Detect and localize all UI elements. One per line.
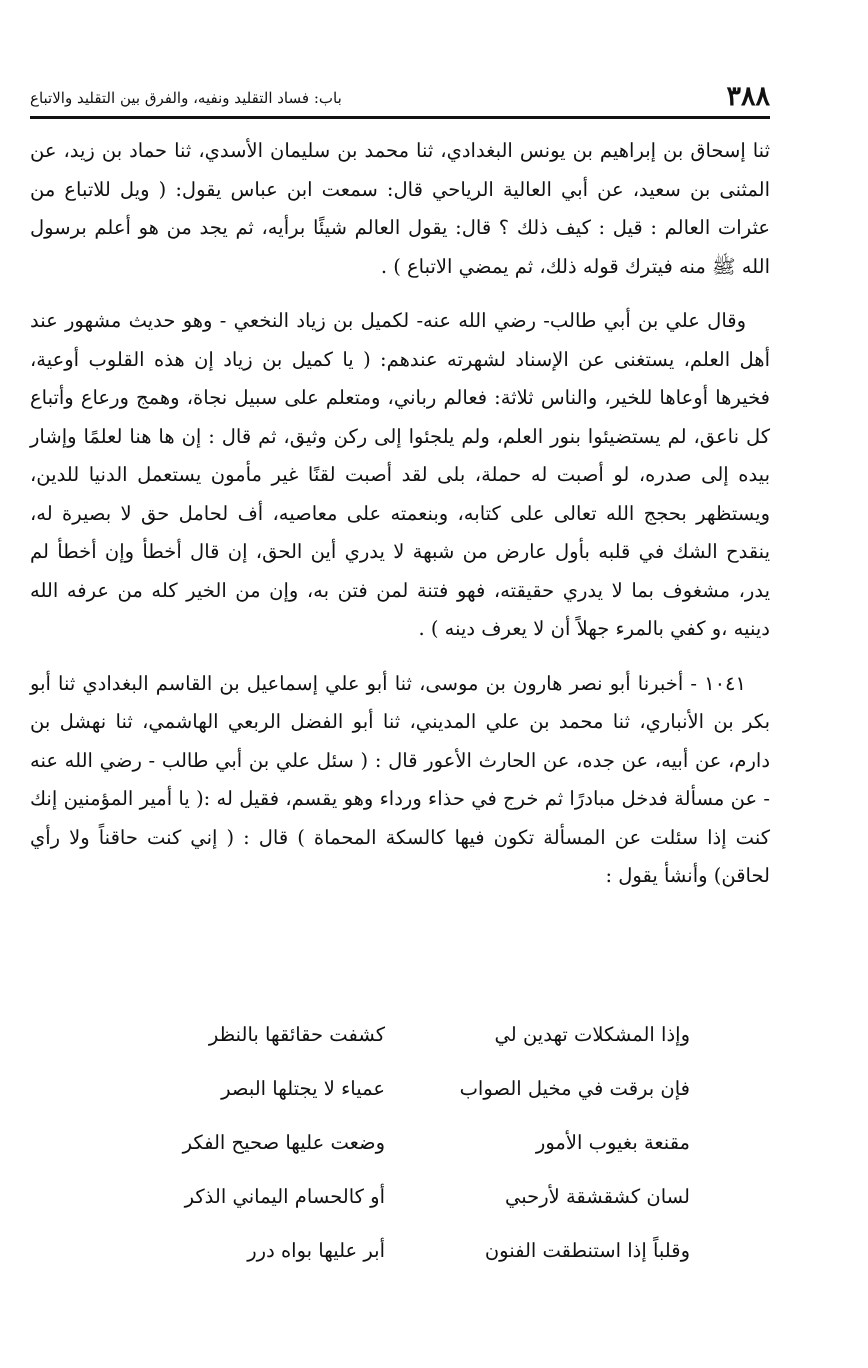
poem-verse — [30, 1170, 770, 1224]
paragraph-2: وقال علي بن أبي طالب- رضي الله عنه- لكميل بن زياد النخعي - وهو حديث مشهور عند أهل العلم، يستغنى عن الإسناد لشهرته عندهم: ( يا كميل بن زياد إن هذه القلوب أوعية، فخيرها أوعاها للخير، والناس ثلاثة: فعالم رباني، ومتعلم على سبيل نجاة، وهمج ورعاع وأتباع كل ناعق، لم يستضيئوا بنور العلم، ولم يلجئوا إلى ركن وثيق، ثم قال : إن ها هنا لعلمًا وإشار بيده إلى صدره، لو أصبت له حملة، بلى لقد أصبت لقنًا غير مأمون يستعمل الدنيا للدين، ويستظهر بحجج الله تعالى على كتابه، وبنعمته على معاصيه، أف لحامل حق لا بصيرة له، ينقدح الشك في قلبه بأول عارض من شبهة لا يدري أين الحق، إن قال أخطأ وإن أخطأ لم يدر، مشغوف بما لا يدري حقيقته، فهو فتنة لمن فتن به، وإن من الخير كله من عرفه الله دينيه ،و كفي بالمرء جهلاً أن لا يعرف دينه ) . — [30, 309, 770, 640]
verse-first-hemistich: مقنعة بغيوب الأمور — [535, 1131, 690, 1154]
poem — [30, 1008, 770, 1278]
verse-second-hemistich: أبر عليها بواه درر — [247, 1239, 385, 1262]
page-number: ٣٨٨ — [726, 81, 770, 112]
verse-second-hemistich: وضعت عليها صحيح الفكر — [182, 1131, 385, 1154]
poem-verse — [30, 1224, 770, 1278]
verse-second-hemistich: أو كالحسام اليماني الذكر — [184, 1185, 385, 1208]
page-header — [30, 78, 770, 118]
paragraph-3: ١٠٤١ - أخبرنا أبو نصر هارون بن موسى، ثنا أبو علي إسماعيل بن القاسم البغدادي ثنا أبو بكر بن الأنباري، ثنا محمد بن علي المديني، ثنا أبو الفضل الربعي الهاشمي، ثنا نهشل بن دارم، عن أبيه، عن جده، عن الحارث الأعور قال : ( سئل علي بن أبي طالب - رضي الله عنه - عن مسألة فدخل مبادرًا ثم خرج في حذاء ورداء وهو يقسم، فقيل له :( يا أمير المؤمنين إنك كنت إذا سئلت عن المسألة تكون فيها كالسكة المحماة ) قال : ( إني كنت حاقناً ولا رأي لحاقن) وأنشأ يقول : — [30, 671, 770, 887]
verse-second-hemistich: كشفت حقائقها بالنظر — [208, 1023, 385, 1046]
verse-first-hemistich: فإن برقت في مخيل الصواب — [459, 1077, 690, 1100]
verse-first-hemistich: وقلباً إذا استنطقت الفنون — [484, 1239, 690, 1262]
header-rule — [30, 116, 770, 119]
poem-verse — [30, 1062, 770, 1116]
body-text — [30, 132, 770, 896]
verse-second-hemistich: عمياء لا يجتلها البصر — [221, 1077, 385, 1100]
running-title: باب: فساد التقليد ونفيه، والفرق بين التقليد والاتباع — [30, 89, 342, 107]
paragraph-1: ثنا إسحاق بن إبراهيم بن يونس البغدادي، ثنا محمد بن سليمان الأسدي، ثنا حماد بن زيد، عن المثنى بن سعيد، عن أبي العالية الرياحي قال: سمعت ابن عباس يقول: ( ويل للاتباع من عثرات العالم : قيل : كيف ذلك ؟ قال: يقول العالم شيئًا برأيه، ثم يجد من هو أعلم برسول الله ﷺ منه فيترك قوله ذلك، ثم يمضي الاتباع ) . — [30, 139, 770, 278]
verse-first-hemistich: لسان كشقشقة لأرحبي — [505, 1185, 690, 1208]
poem-verse — [30, 1116, 770, 1170]
verse-first-hemistich: وإذا المشكلات تهدين لي — [494, 1023, 690, 1046]
poem-verse — [30, 1008, 770, 1062]
